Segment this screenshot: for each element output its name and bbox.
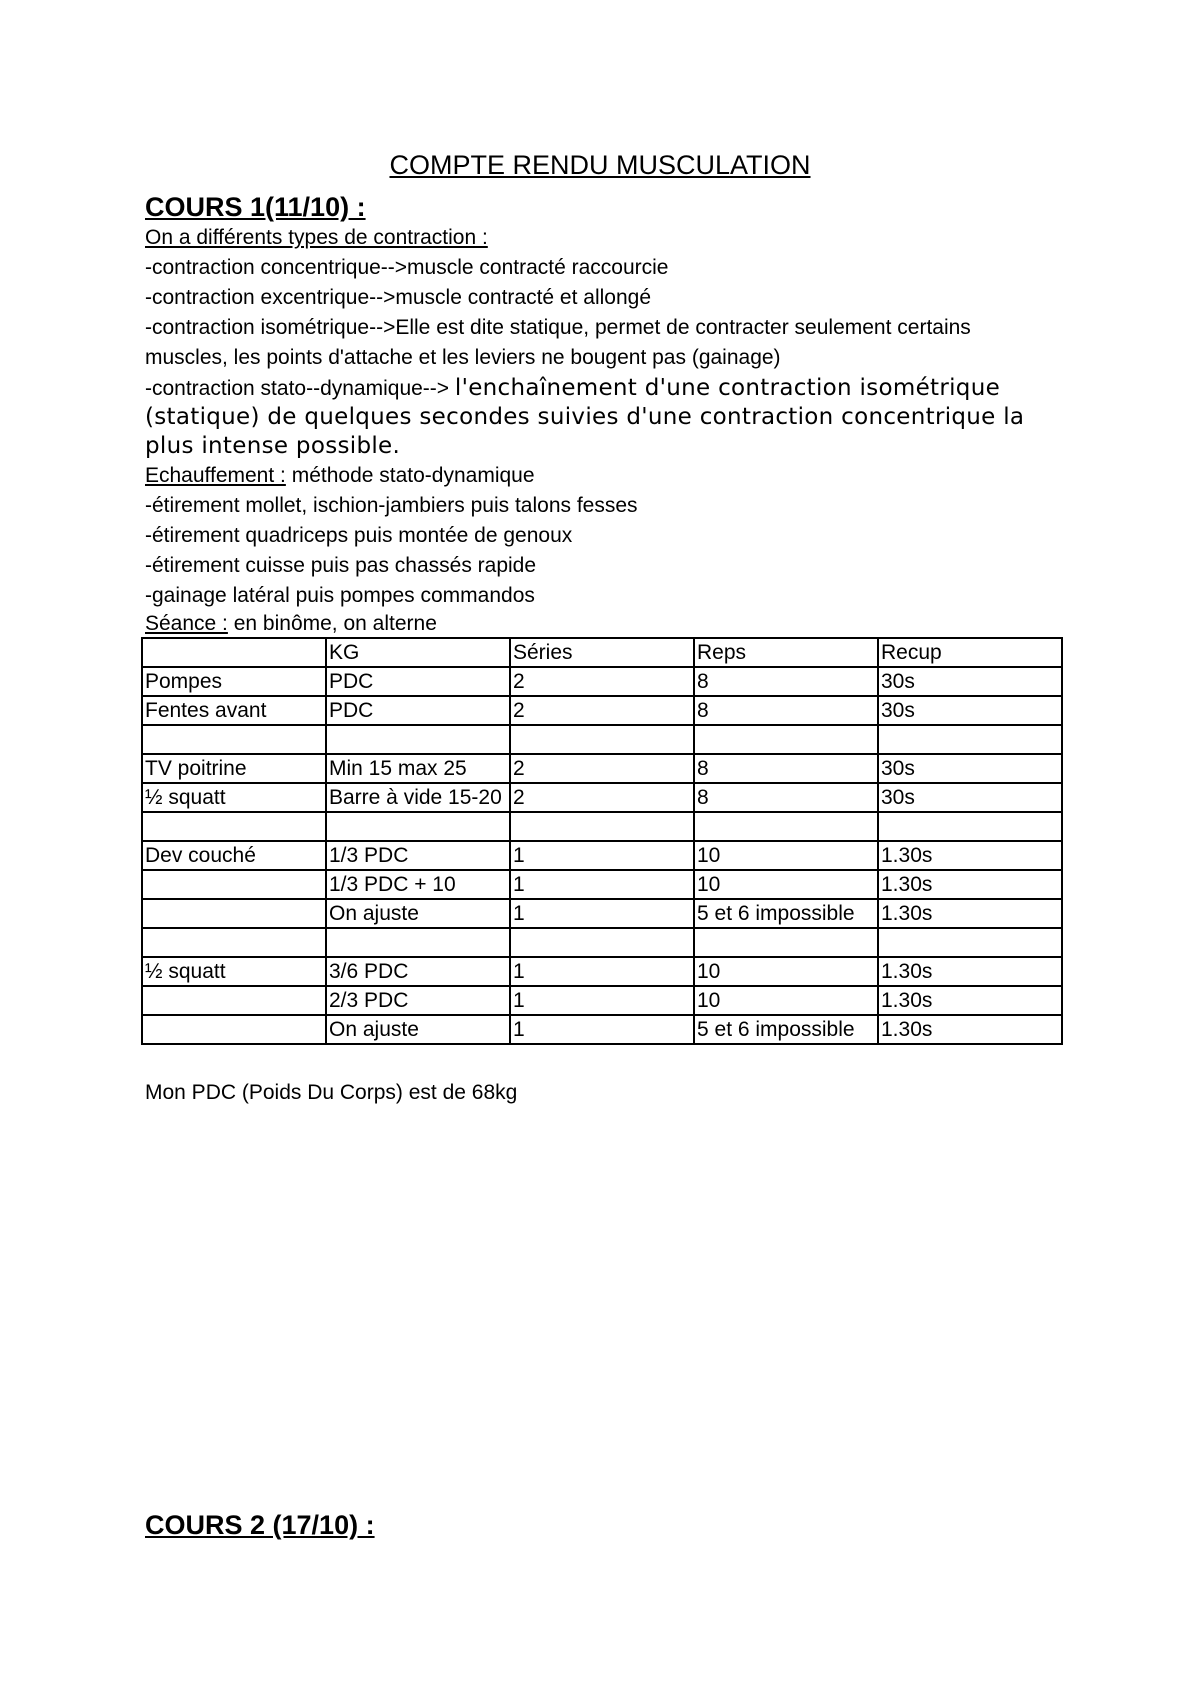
- seance-line: [145, 610, 437, 638]
- table-cell: [510, 725, 694, 754]
- table-cell: On ajuste: [326, 1015, 510, 1044]
- table-cell: [142, 928, 326, 957]
- echauffement-value: méthode stato-dynamique: [285, 464, 535, 487]
- table-cell: 10: [694, 841, 878, 870]
- document-title: COMPTE RENDU MUSCULATION: [389, 150, 811, 180]
- table-row: [142, 841, 1062, 870]
- table-row: [142, 812, 1062, 841]
- table-cell: [326, 725, 510, 754]
- table-cell: 3/6 PDC: [326, 957, 510, 986]
- contraction-line: -contraction isométrique-->Elle est dite statique, permet de contracter seulement certains: [145, 316, 971, 339]
- table-cell: Min 15 max 25: [326, 754, 510, 783]
- table-cell: 2: [510, 667, 694, 696]
- table-cell: 5 et 6 impossible: [694, 899, 878, 928]
- table-cell: Barre à vide 15-20: [326, 783, 510, 812]
- table-header-row: [142, 638, 1062, 667]
- table-cell: Dev couché: [142, 841, 326, 870]
- table-cell: [142, 986, 326, 1015]
- table-cell: 8: [694, 754, 878, 783]
- table-row: [142, 725, 1062, 754]
- table-cell: 2: [510, 783, 694, 812]
- contraction-intro: On a différents types de contraction :: [145, 226, 488, 249]
- table-cell: 8: [694, 696, 878, 725]
- stato-text: l'enchaînement d'une contraction isométrique (statique) de quelques secondes suivies d'une contraction concentrique la plus intense possible.: [145, 375, 1025, 459]
- echauffement-label: Echauffement :: [145, 464, 286, 487]
- table-row: [142, 957, 1062, 986]
- table-cell: 2/3 PDC: [326, 986, 510, 1015]
- table-row: [142, 1015, 1062, 1044]
- table-row: [142, 696, 1062, 725]
- table-cell: 10: [694, 870, 878, 899]
- seance-label: Séance :: [145, 612, 228, 635]
- table-row: [142, 870, 1062, 899]
- table-row: [142, 667, 1062, 696]
- table-header-cell: Recup: [878, 638, 1062, 667]
- table-cell: Fentes avant: [142, 696, 326, 725]
- contraction-line: -contraction excentrique-->muscle contracté et allongé: [145, 286, 652, 309]
- table-cell: [142, 725, 326, 754]
- table-cell: 30s: [878, 754, 1062, 783]
- echauffement-line: [145, 462, 535, 490]
- table-header-cell: [142, 638, 326, 667]
- table-cell: 1: [510, 1015, 694, 1044]
- table-cell: 1: [510, 957, 694, 986]
- table-cell: 30s: [878, 696, 1062, 725]
- table-cell: [694, 812, 878, 841]
- table-row: [142, 986, 1062, 1015]
- table-cell: [694, 725, 878, 754]
- echauffement-item: -étirement mollet, ischion-jambiers puis talons fesses: [145, 494, 638, 517]
- table-cell: 1: [510, 870, 694, 899]
- table-cell: 2: [510, 754, 694, 783]
- table-cell: 10: [694, 957, 878, 986]
- contraction-line: muscles, les points d'attache et les leviers ne bougent pas (gainage): [145, 346, 781, 369]
- table-cell: Pompes: [142, 667, 326, 696]
- table-header-cell: Reps: [694, 638, 878, 667]
- table-cell: 10: [694, 986, 878, 1015]
- table-cell: [510, 928, 694, 957]
- table-cell: [510, 812, 694, 841]
- table-cell: [142, 1015, 326, 1044]
- table-cell: 1.30s: [878, 1015, 1062, 1044]
- echauffement-item: -gainage latéral puis pompes commandos: [145, 584, 535, 607]
- table-cell: 1.30s: [878, 841, 1062, 870]
- table-cell: ½ squatt: [142, 957, 326, 986]
- table-cell: [142, 870, 326, 899]
- table-cell: 1.30s: [878, 986, 1062, 1015]
- pdc-footnote: Mon PDC (Poids Du Corps) est de 68kg: [145, 1081, 518, 1104]
- table-cell: [326, 928, 510, 957]
- table-cell: PDC: [326, 696, 510, 725]
- echauffement-item: -étirement cuisse puis pas chassés rapide: [145, 554, 537, 577]
- table-cell: 8: [694, 667, 878, 696]
- table-cell: PDC: [326, 667, 510, 696]
- table-cell: 30s: [878, 667, 1062, 696]
- seance-table: [141, 637, 1063, 1045]
- table-cell: 5 et 6 impossible: [694, 1015, 878, 1044]
- table-cell: [142, 899, 326, 928]
- table-cell: 1/3 PDC + 10: [326, 870, 510, 899]
- cours2-heading: COURS 2 (17/10) :: [145, 1510, 375, 1540]
- table-cell: 30s: [878, 783, 1062, 812]
- table-header-cell: KG: [326, 638, 510, 667]
- table-cell: [326, 812, 510, 841]
- table-cell: 1.30s: [878, 870, 1062, 899]
- echauffement-item: -étirement quadriceps puis montée de genoux: [145, 524, 573, 547]
- table-cell: 1: [510, 841, 694, 870]
- seance-value: en binôme, on alterne: [227, 612, 437, 635]
- table-cell: TV poitrine: [142, 754, 326, 783]
- table-cell: [878, 812, 1062, 841]
- table-header-cell: Séries: [510, 638, 694, 667]
- stato-prefix: -contraction stato--dynamique-->: [145, 377, 455, 400]
- table-cell: 1.30s: [878, 899, 1062, 928]
- cours1-heading: COURS 1(11/10) :: [145, 192, 366, 222]
- table-cell: [694, 928, 878, 957]
- table-row: [142, 754, 1062, 783]
- table-cell: 1/3 PDC: [326, 841, 510, 870]
- table-cell: 8: [694, 783, 878, 812]
- table-cell: 1: [510, 899, 694, 928]
- table-cell: 1: [510, 986, 694, 1015]
- table-cell: On ajuste: [326, 899, 510, 928]
- table-cell: [142, 812, 326, 841]
- table-cell: [878, 725, 1062, 754]
- stato-dynamique-paragraph: [145, 374, 1075, 461]
- table-row: [142, 899, 1062, 928]
- table-cell: [878, 928, 1062, 957]
- table-row: [142, 783, 1062, 812]
- table-cell: 1.30s: [878, 957, 1062, 986]
- table-row: [142, 928, 1062, 957]
- contraction-line: -contraction concentrique-->muscle contracté raccourcie: [145, 256, 669, 279]
- table-cell: ½ squatt: [142, 783, 326, 812]
- table-cell: 2: [510, 696, 694, 725]
